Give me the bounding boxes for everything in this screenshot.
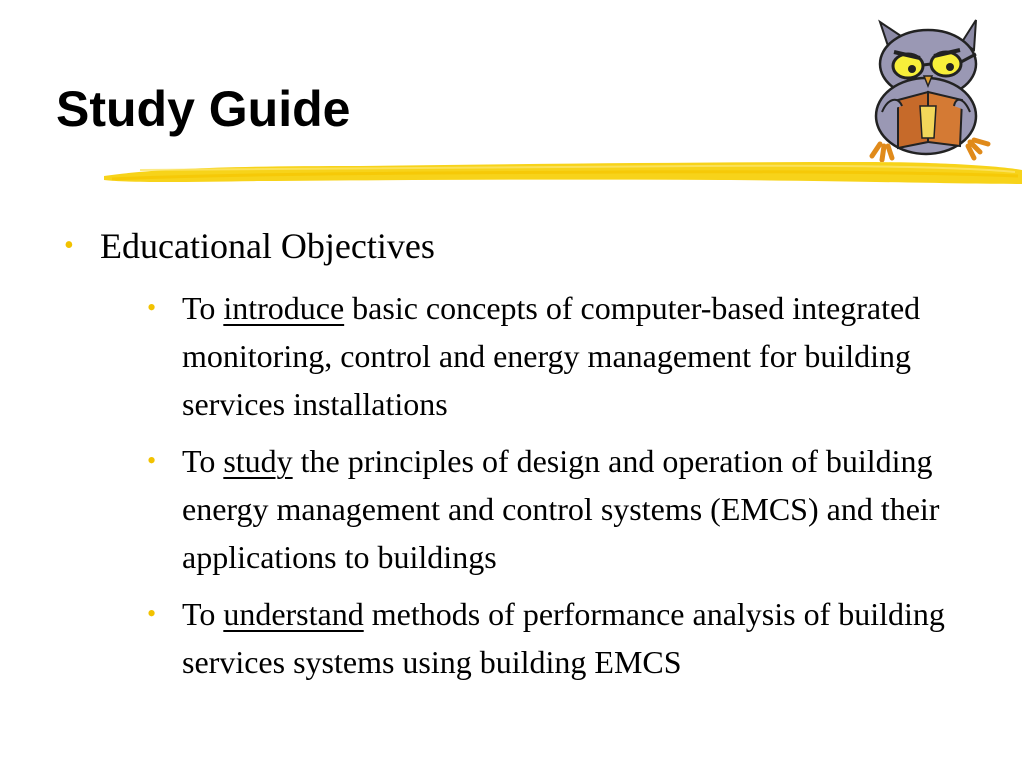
objective-keyword: study [223,443,293,479]
bullet-educational-objectives [64,222,984,270]
objective-item [147,284,984,428]
objective-keyword: understand [223,596,364,632]
objective-item [147,590,984,686]
objective-item [147,437,984,581]
objective-text: basic concepts of computer-based integrated monitoring, control and energy management for building services installations [182,290,921,422]
objective-prefix: To [182,290,216,326]
objective-prefix: To [182,596,216,632]
objective-prefix: To [182,443,216,479]
owl-reading-book-icon [858,16,1004,162]
objective-text: methods of performance analysis of building services systems using building EMCS [182,596,945,680]
bullet-dot-icon: • [64,230,74,261]
bullet-dot-icon: • [147,293,157,322]
bullet-dot-icon: • [147,599,157,628]
objective-keyword: introduce [223,290,345,326]
objective-text: the principles of design and operation of building energy management and control systems (EMCS) and their applications to buildings [182,443,940,575]
slide-title: Study Guide [56,81,351,137]
slide-content [64,222,984,695]
bullet-text: Educational Objectives [100,226,435,266]
bullet-dot-icon: • [147,446,157,475]
objectives-list [64,284,984,686]
